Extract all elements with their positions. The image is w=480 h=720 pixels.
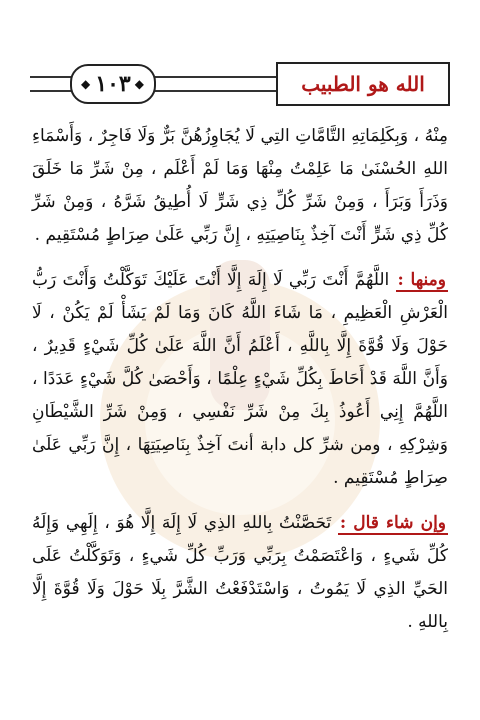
page-number-badge — [70, 64, 156, 104]
chapter-title: الله هو الطبيب — [276, 62, 450, 106]
paragraph-text: اللَّهُمَّ أَنْتَ رَبِّي لَا إِلَهَ إِلَّا أَنْتَ عَلَيْكَ تَوَكَّلْتُ وَأَنْتَ رَبُّ الْعَرْشِ الْعَظِيمِ ، مَا شَاءَ اللَّهُ كَانَ وَمَا لَمْ يَشَأْ لَمْ يَكُنْ ، لَا حَوْلَ وَلَا قُوَّةَ إِلَّا بِاللَّهِ ، أَعْلَمُ أَنَّ اللَّهَ عَلَىٰ كُلِّ شَيْءٍ قَدِيرٌ ، وَأَنَّ اللَّهَ قَدْ أَحَاطَ بِكُلِّ شَيْءٍ عِلْمًا ، وَأَحْصَىٰ كُلَّ شَيْءٍ عَدَدًا ، اللَّهُمَّ إِنِي أَعُوذُ بِكَ مِنْ شَرِّ نَفْسِي ، وَمِنْ شَرِّ الشَّيْطَانِ وَشِرْكِهِ ، ومن شرِّ كل دابة أنتَ آخِذٌ بِنَاصِيَتِهَا ، إِنَّ رَبِّي عَلَىٰ صِرَاطٍ مُسْتَقِيم . — [32, 270, 448, 488]
page-number: ١٠٣ — [95, 71, 131, 97]
paragraph-text: مِنْهُ ، وَبِكَلِمَاتِهِ التَّامَّاتِ التِي لَا يُجَاوِزُهُنَّ بَرٌّ وَلَا فَاجِرٌ ، وَأَسْمَاءِ اللهِ الحُسْنَىٰ مَا عَلِمْتُ مِنْهَا وَمَا لَمْ أَعْلَم ، مِنْ شَرِّ مَا خَلَقَ وَذَرَأَ وَبَرَأَ ، وَمِنْ شَرِّ كُلِّ ذِي شَرٍّ لَا أُطِيقُ شَرَّهُ ، وَمِنْ شَرِّ كُلِّ ذِي شَرٍّ أَنْتَ آخِذٌ بِنَاصِيَتِهِ ، إِنَّ رَبِّي عَلَىٰ صِرَاطٍ مُسْتَقِيم . — [32, 126, 448, 245]
paragraph-1 — [32, 120, 448, 252]
paragraph-2 — [32, 264, 448, 495]
paragraph-lead-label: ومنها : — [397, 270, 446, 290]
ornament-left-icon: ◆ — [81, 77, 92, 91]
paragraph-3 — [32, 507, 448, 639]
page-header — [30, 62, 450, 106]
page-body — [32, 120, 448, 651]
paragraph-text: تَحَصَّنْتُ بِاللهِ الذِي لَا إِلَهَ إِلَّا هُوَ ، إِلَهِي وَإِلَهُ كُلِّ شَيءٍ ، وَاعْتَصَمْتُ بِرَبِّي وَرَبِّ كُلِّ شَيءٍ ، وَتَوَكَّلْتُ عَلَى الحَيِّ الذِي لَا يَمُوتُ ، وَاسْتَدْفَعْتُ الشَّرَّ بِلَا حَوْلَ وَلَا قُوَّةَ إِلَّا بِاللهِ . — [32, 513, 448, 632]
paragraph-lead-label: وإن شاء قال : — [339, 513, 447, 533]
ornament-right-icon: ◆ — [134, 77, 145, 91]
